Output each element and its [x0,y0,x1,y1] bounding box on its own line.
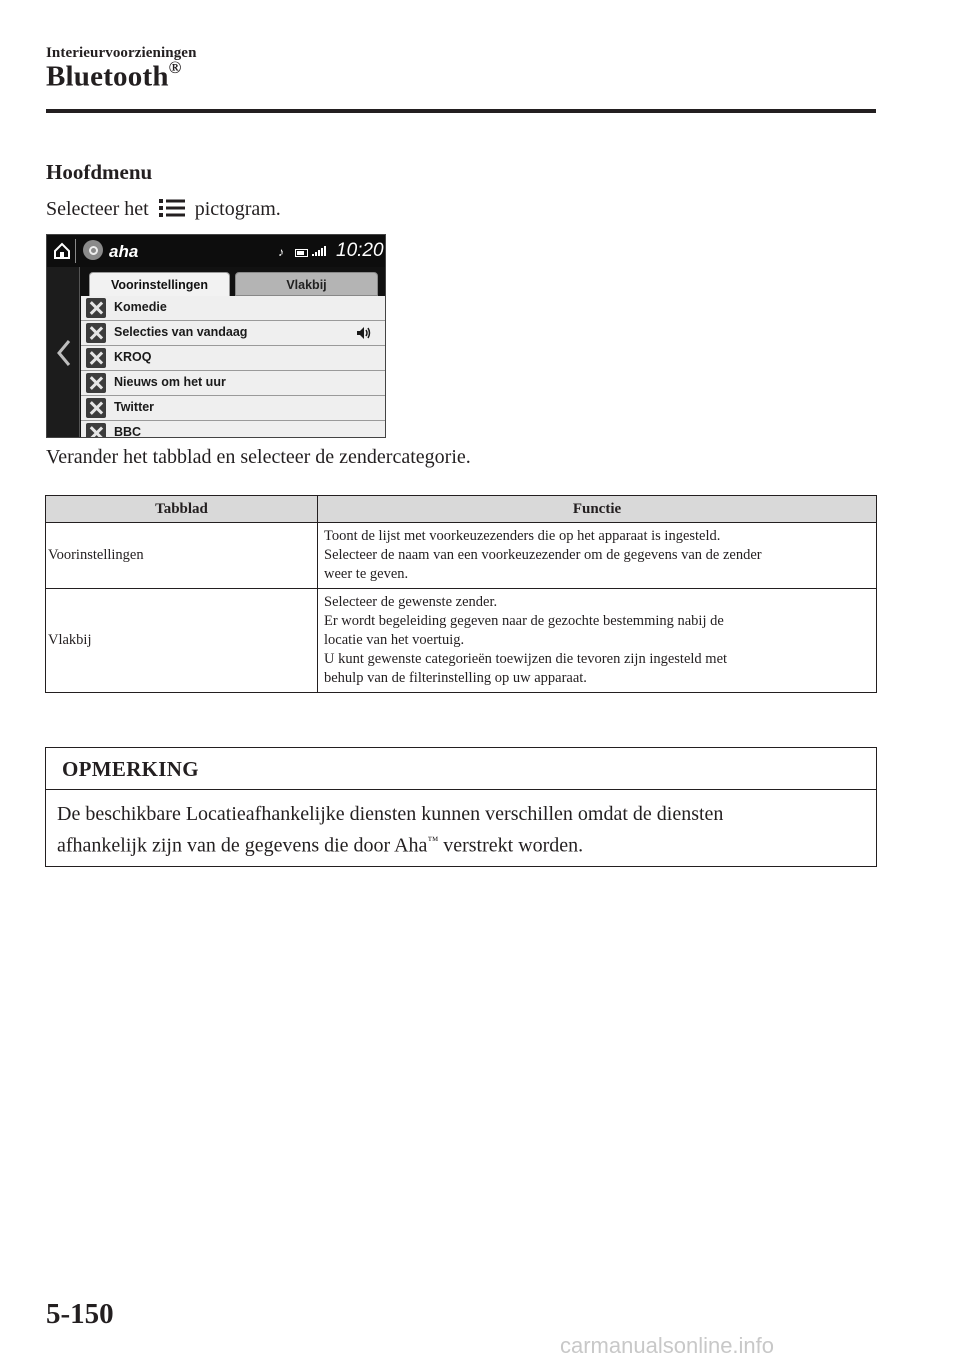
remove-x-icon[interactable] [86,298,106,318]
screen-caption: Verander het tabblad en selecteer de zendercategorie. [46,446,471,468]
function-line: locatie van het voertuig. [324,632,465,648]
note-body [57,801,723,860]
list-item[interactable] [81,421,386,438]
aha-app-icon [83,240,103,260]
table-row [46,523,877,589]
note-line: De beschikbare Locatieafhankelijke diensten kunnen verschillen omdat de diensten [57,803,724,825]
list-item-label: Twitter [114,400,155,414]
instruction-text-before: Selecteer het [46,198,154,220]
sub-heading: Hoofdmenu [46,160,153,184]
column-header-tab: Tabblad [46,496,318,523]
instruction-line [46,198,281,221]
clock: 10:20 [336,240,384,261]
note-line-text: verstrekt worden. [438,834,584,857]
music-note-icon: ♪ [278,245,284,259]
watermark: carmanualsonline.info [560,1333,775,1358]
function-line: Selecteer de gewenste zender. [324,594,498,610]
table-cell-tab: Voorinstellingen [46,523,318,589]
instruction-text-after: pictogram. [189,198,281,220]
function-line: Selecteer de naam van een voorkeuzezender om de gegevens van de zender [324,547,762,563]
note-line [57,828,723,860]
function-line: Toont de lijst met voorkeuzezenders die op het apparaat is ingesteld. [324,528,721,544]
list-item-label: KROQ [114,350,152,364]
remove-x-icon[interactable] [86,373,106,393]
table-row [46,589,877,693]
note-header [46,748,876,790]
battery-icon [295,249,308,257]
station-list [81,296,386,438]
registered-mark: ® [168,58,182,77]
table-cell-function [318,523,877,589]
column-header-function: Functie [318,496,877,523]
list-item[interactable] [81,371,386,396]
remove-x-icon[interactable] [86,423,106,438]
function-line: U kunt gewenste categorieën toewijzen die tevoren zijn ingesteld met [324,651,728,667]
table-cell-function [318,589,877,693]
list-menu-icon [158,198,186,218]
table-cell-tab: Vlakbij [46,589,318,693]
remove-x-icon[interactable] [86,348,106,368]
function-line: Er wordt begeleiding gegeven naar de gezochte bestemming nabij de [324,613,724,629]
tab-vlakbij[interactable]: Vlakbij [235,272,378,296]
trademark-mark: ™ [427,835,439,847]
function-line: weer te geven. [324,566,409,582]
page-title [46,60,182,94]
status-bar [47,235,385,267]
remove-x-icon[interactable] [86,398,106,418]
list-item[interactable] [81,296,386,321]
back-panel[interactable] [47,267,80,438]
back-arrow-icon[interactable] [56,339,72,367]
table-header-row [46,496,877,523]
tab-voorinstellingen[interactable]: Voorinstellingen [89,272,230,299]
signal-icon [312,246,326,256]
function-line: behulp van de filterinstelling op uw apparaat. [324,670,587,686]
note-title: OPMERKING [62,757,199,781]
page-title-text: Bluetooth [46,60,169,93]
section-kicker: Interieurvoorzieningen [46,45,197,61]
list-item-label: BBC [114,425,142,438]
list-item-label: Nieuws om het uur [114,375,226,389]
home-icon[interactable] [53,242,71,260]
speaker-playing-icon [356,326,372,340]
list-item-label: Selecties van vandaag [114,325,248,339]
list-item[interactable] [81,396,386,421]
page-number: 5-150 [46,1298,114,1330]
app-name: aha [109,242,139,261]
status-divider [75,239,76,263]
note-box [45,747,877,867]
remove-x-icon[interactable] [86,323,106,343]
aha-screen [46,234,386,438]
header-rule [46,109,876,113]
function-table [45,495,877,693]
note-line-text: afhankelijk zijn van de gegevens die door Aha [57,834,428,857]
list-item[interactable] [81,321,386,346]
list-item-label: Komedie [114,300,167,314]
list-item[interactable] [81,346,386,371]
